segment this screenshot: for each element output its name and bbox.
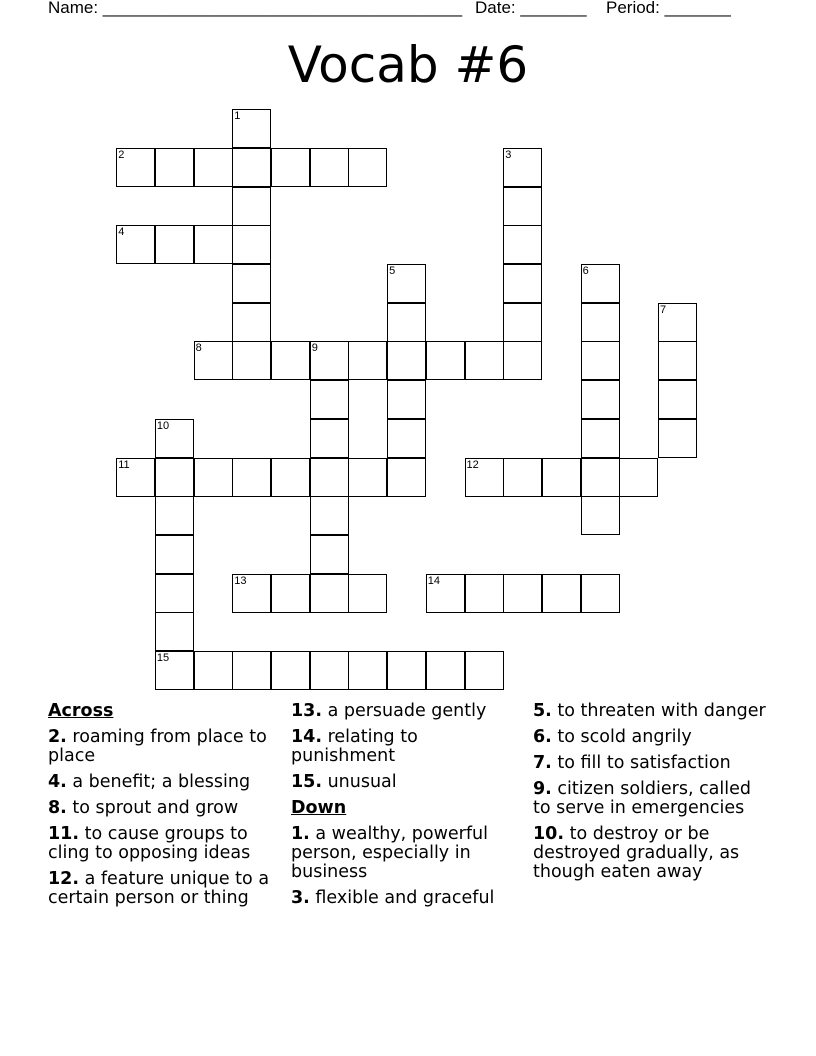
clue-number: 15. bbox=[291, 772, 323, 792]
grid-cell[interactable] bbox=[155, 496, 194, 535]
across-heading: Across bbox=[48, 701, 114, 721]
clue-text: to sprout and grow bbox=[66, 798, 239, 818]
clues-column-2 bbox=[291, 702, 527, 915]
page-title: Vocab #6 bbox=[287, 36, 529, 94]
clue-number: 15 bbox=[156, 652, 170, 664]
period-field[interactable]: Period: _______ bbox=[606, 0, 731, 17]
clue-number: 5. bbox=[533, 701, 552, 721]
grid-cell[interactable] bbox=[348, 148, 387, 187]
grid-cell[interactable] bbox=[310, 148, 349, 187]
down-clue bbox=[291, 889, 527, 908]
clue-number: 14 bbox=[427, 574, 441, 587]
clue-text: relating to punishment bbox=[291, 727, 418, 766]
grid-cell[interactable] bbox=[387, 303, 426, 342]
grid-cell[interactable] bbox=[581, 380, 620, 419]
grid-cell[interactable] bbox=[658, 303, 697, 342]
across-clue bbox=[48, 870, 284, 908]
clue-text: to fill to satisfaction bbox=[551, 753, 731, 773]
grid-cell[interactable] bbox=[194, 651, 233, 690]
down-clue bbox=[291, 825, 527, 882]
clues-column-3 bbox=[533, 702, 769, 889]
grid-cell[interactable] bbox=[310, 535, 349, 574]
grid-cell[interactable] bbox=[155, 535, 194, 574]
grid-cell[interactable] bbox=[310, 496, 349, 535]
clue-text: to threaten with danger bbox=[551, 701, 766, 721]
grid-cell[interactable] bbox=[465, 651, 504, 690]
grid-cell[interactable] bbox=[155, 458, 194, 497]
clue-text: roaming from place to place bbox=[48, 727, 267, 766]
grid-cell[interactable] bbox=[503, 187, 542, 226]
clue-text: flexible and graceful bbox=[309, 888, 495, 908]
clue-number: 4. bbox=[48, 772, 67, 792]
date-field[interactable]: Date: _______ bbox=[475, 0, 587, 17]
clue-number: 8. bbox=[48, 798, 67, 818]
clue-text: a wealthy, powerful person, especially in business bbox=[291, 824, 488, 882]
clue-number: 14. bbox=[291, 727, 323, 747]
grid-cell[interactable] bbox=[232, 187, 271, 226]
grid-cell[interactable] bbox=[232, 341, 271, 380]
grid-cell[interactable] bbox=[619, 458, 658, 497]
clue-number: 9. bbox=[533, 779, 552, 799]
grid-cell[interactable] bbox=[232, 303, 271, 342]
clue-number: 3 bbox=[505, 148, 512, 161]
grid-cell[interactable] bbox=[232, 458, 271, 497]
clue-number: 3. bbox=[291, 888, 310, 908]
grid-cell[interactable] bbox=[581, 496, 620, 535]
clue-number: 6 bbox=[582, 265, 589, 277]
grid-cell[interactable] bbox=[465, 574, 504, 613]
clue-number: 2 bbox=[118, 148, 125, 161]
down-clue bbox=[533, 754, 769, 773]
grid-cell[interactable] bbox=[658, 380, 697, 419]
down-clue bbox=[533, 780, 769, 818]
grid-cell[interactable] bbox=[581, 419, 620, 458]
grid-cell[interactable] bbox=[310, 419, 349, 458]
grid-cell[interactable] bbox=[232, 109, 271, 148]
across-clue bbox=[291, 773, 527, 792]
grid-cell[interactable] bbox=[194, 341, 233, 380]
down-heading: Down bbox=[291, 798, 347, 818]
clue-number: 2. bbox=[48, 727, 67, 747]
grid-cell[interactable] bbox=[503, 225, 542, 264]
across-clue bbox=[291, 728, 527, 766]
grid-cell[interactable] bbox=[426, 651, 465, 690]
grid-cell[interactable] bbox=[503, 148, 542, 187]
grid-cell[interactable] bbox=[271, 148, 310, 187]
across-clue bbox=[48, 799, 284, 818]
grid-cell[interactable] bbox=[271, 574, 310, 613]
grid-cell[interactable] bbox=[155, 612, 194, 651]
clue-number: 13 bbox=[234, 574, 247, 587]
grid-cell[interactable] bbox=[155, 225, 194, 264]
grid-cell[interactable] bbox=[503, 303, 542, 342]
grid-cell[interactable] bbox=[542, 458, 581, 497]
grid-cell[interactable] bbox=[348, 341, 387, 380]
grid-cell[interactable] bbox=[658, 419, 697, 458]
clue-number: 6. bbox=[533, 727, 552, 747]
grid-cell[interactable] bbox=[271, 651, 310, 690]
grid-cell[interactable] bbox=[503, 458, 542, 497]
grid-cell[interactable] bbox=[581, 264, 620, 303]
grid-cell[interactable] bbox=[387, 380, 426, 419]
grid-cell[interactable] bbox=[310, 341, 349, 380]
grid-cell[interactable] bbox=[503, 574, 542, 613]
across-clue bbox=[48, 773, 284, 792]
clue-text: unusual bbox=[322, 772, 397, 792]
across-clue bbox=[48, 825, 284, 863]
grid-cell[interactable] bbox=[465, 458, 504, 497]
grid-cell[interactable] bbox=[310, 574, 349, 613]
grid-cell[interactable] bbox=[155, 419, 194, 458]
down-clue bbox=[533, 825, 769, 882]
grid-cell[interactable] bbox=[387, 264, 426, 303]
grid-cell[interactable] bbox=[581, 303, 620, 342]
clue-number: 13. bbox=[291, 701, 323, 721]
clue-number: 7 bbox=[660, 303, 667, 316]
clue-number: 7. bbox=[533, 753, 552, 773]
clue-text: a persuade gently bbox=[322, 701, 487, 721]
grid-cell[interactable] bbox=[426, 341, 465, 380]
grid-cell[interactable] bbox=[503, 264, 542, 303]
grid-cell[interactable] bbox=[387, 651, 426, 690]
clue-number: 10. bbox=[533, 824, 565, 844]
clue-number: 12 bbox=[466, 458, 479, 471]
clue-text: to scold angrily bbox=[551, 727, 692, 747]
grid-cell[interactable] bbox=[232, 574, 271, 613]
clue-text: a benefit; a blessing bbox=[66, 772, 251, 792]
clues-column-1 bbox=[48, 702, 284, 915]
grid-cell[interactable] bbox=[426, 574, 465, 613]
grid-cell[interactable] bbox=[194, 225, 233, 264]
grid-cell[interactable] bbox=[116, 148, 155, 187]
grid-cell[interactable] bbox=[581, 458, 620, 497]
clue-number: 10 bbox=[156, 419, 170, 432]
grid-cell[interactable] bbox=[232, 651, 271, 690]
grid-cell[interactable] bbox=[581, 574, 620, 613]
grid-cell[interactable] bbox=[658, 341, 697, 380]
clue-text: a feature unique to a certain person or thing bbox=[48, 869, 270, 908]
name-field[interactable]: Name: ______________________________________ bbox=[48, 0, 463, 17]
clue-text: to cause groups to cling to opposing ideas bbox=[48, 824, 251, 863]
grid-cell[interactable] bbox=[155, 651, 194, 690]
grid-cell[interactable] bbox=[155, 574, 194, 613]
clue-number: 4 bbox=[118, 226, 125, 239]
clue-number: 9 bbox=[311, 342, 318, 355]
grid-cell[interactable] bbox=[310, 380, 349, 419]
grid-cell[interactable] bbox=[387, 419, 426, 458]
clue-number: 5 bbox=[389, 265, 396, 277]
clue-number: 11 bbox=[118, 458, 130, 471]
grid-cell[interactable] bbox=[387, 341, 426, 380]
grid-cell[interactable] bbox=[581, 341, 620, 380]
grid-cell[interactable] bbox=[271, 341, 310, 380]
down-clue bbox=[533, 728, 769, 747]
grid-cell[interactable] bbox=[232, 264, 271, 303]
grid-cell[interactable] bbox=[194, 458, 233, 497]
clue-text: citizen soldiers, called to serve in emergencies bbox=[533, 779, 752, 818]
grid-cell[interactable] bbox=[310, 651, 349, 690]
across-clue bbox=[48, 728, 284, 766]
grid-cell[interactable] bbox=[387, 458, 426, 497]
clue-number: 1 bbox=[234, 110, 241, 123]
grid-cell[interactable] bbox=[194, 148, 233, 187]
grid-cell[interactable] bbox=[348, 651, 387, 690]
clue-number: 8 bbox=[195, 342, 202, 355]
grid-cell[interactable] bbox=[232, 225, 271, 264]
grid-cell[interactable] bbox=[348, 458, 387, 497]
grid-cell[interactable] bbox=[503, 341, 542, 380]
clue-text: to destroy or be destroyed gradually, as though eaten away bbox=[533, 824, 740, 882]
grid-cell[interactable] bbox=[116, 225, 155, 264]
across-clue bbox=[291, 702, 527, 721]
grid-cell[interactable] bbox=[116, 458, 155, 497]
grid-cell[interactable] bbox=[271, 458, 310, 497]
clue-number: 1. bbox=[291, 824, 310, 844]
grid-cell[interactable] bbox=[232, 148, 271, 187]
clue-number: 11. bbox=[48, 824, 80, 844]
down-clue bbox=[533, 702, 769, 721]
clue-number: 12. bbox=[48, 869, 80, 889]
grid-cell[interactable] bbox=[155, 148, 194, 187]
grid-cell[interactable] bbox=[348, 574, 387, 613]
grid-cell[interactable] bbox=[465, 341, 504, 380]
grid-cell[interactable] bbox=[542, 574, 581, 613]
grid-cell[interactable] bbox=[310, 458, 349, 497]
